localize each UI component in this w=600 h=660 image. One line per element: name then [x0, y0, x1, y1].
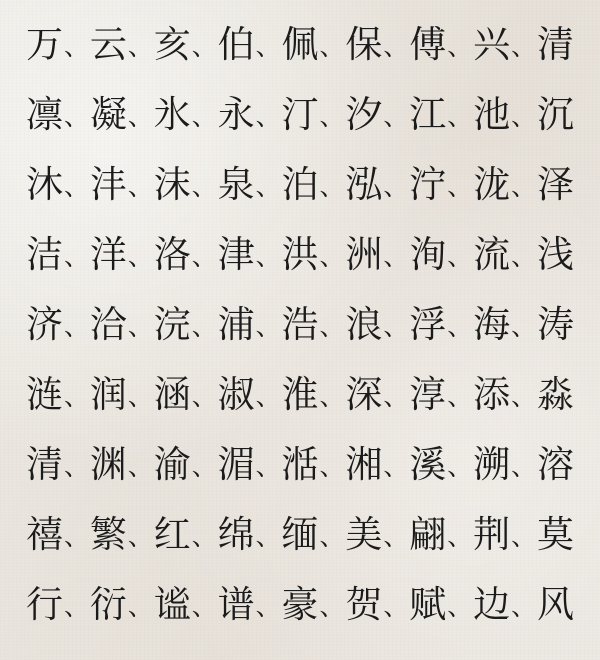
- separator-glyph: 、: [447, 382, 473, 411]
- character-cell: [153, 93, 217, 136]
- separator-glyph: 、: [64, 452, 90, 481]
- character-glyph: 江: [409, 93, 447, 136]
- separator-glyph: 、: [255, 452, 281, 481]
- character-cell: [217, 233, 281, 276]
- separator-glyph: 、: [319, 592, 345, 621]
- character-cell: [409, 303, 473, 346]
- separator-glyph: 、: [447, 592, 473, 621]
- character-glyph: 溶: [537, 443, 574, 486]
- character-cell: [537, 23, 574, 66]
- separator-glyph: 、: [383, 242, 409, 271]
- character-cell: [473, 303, 537, 346]
- separator-glyph: 、: [511, 32, 537, 61]
- character-cell: [473, 583, 537, 626]
- separator-glyph: 、: [511, 452, 537, 481]
- character-glyph: 洋: [89, 233, 127, 276]
- character-glyph: 涟: [26, 373, 63, 416]
- separator-glyph: 、: [127, 522, 153, 551]
- separator-glyph: 、: [127, 102, 153, 131]
- character-glyph: 泽: [537, 163, 574, 206]
- character-glyph: 汀: [281, 93, 319, 136]
- character-glyph: 傅: [409, 23, 447, 66]
- character-glyph: 谱: [217, 583, 255, 626]
- character-cell: [409, 93, 473, 136]
- character-cell: [473, 443, 537, 486]
- character-glyph: 泉: [217, 163, 255, 206]
- character-cell: [345, 303, 409, 346]
- character-glyph: 池: [473, 93, 511, 136]
- character-row: [18, 163, 582, 236]
- character-glyph: 荆: [473, 513, 511, 556]
- character-cell: [281, 583, 345, 626]
- character-glyph: 禧: [26, 513, 63, 556]
- character-glyph: 沉: [537, 93, 574, 136]
- character-cell: [537, 233, 574, 276]
- character-glyph: 沣: [89, 163, 127, 206]
- separator-glyph: 、: [127, 312, 153, 341]
- character-cell: [89, 93, 153, 136]
- character-cell: [89, 303, 153, 346]
- character-glyph: 凛: [26, 93, 63, 136]
- separator-glyph: 、: [383, 382, 409, 411]
- character-cell: [153, 23, 217, 66]
- character-glyph: 津: [217, 233, 255, 276]
- separator-glyph: 、: [447, 242, 473, 271]
- character-cell: [217, 23, 281, 66]
- character-glyph: 浅: [537, 233, 574, 276]
- character-cell: [26, 583, 90, 626]
- separator-glyph: 、: [127, 32, 153, 61]
- character-glyph: 淑: [217, 373, 255, 416]
- separator-glyph: 、: [255, 172, 281, 201]
- character-cell: [26, 93, 90, 136]
- character-glyph: 浣: [153, 303, 191, 346]
- character-cell: [409, 163, 473, 206]
- character-glyph: 缅: [281, 513, 319, 556]
- character-cell: [281, 443, 345, 486]
- separator-glyph: 、: [383, 592, 409, 621]
- character-glyph: 万: [26, 23, 63, 66]
- separator-glyph: 、: [191, 312, 217, 341]
- separator-glyph: 、: [511, 102, 537, 131]
- character-cell: [473, 163, 537, 206]
- character-glyph: 清: [537, 23, 574, 66]
- character-cell: [473, 23, 537, 66]
- character-cell: [281, 163, 345, 206]
- character-glyph: 泞: [409, 163, 447, 206]
- character-cell: [345, 93, 409, 136]
- separator-glyph: 、: [191, 102, 217, 131]
- character-glyph: 贺: [345, 583, 383, 626]
- character-cell: [26, 23, 90, 66]
- separator-glyph: 、: [511, 242, 537, 271]
- character-cell: [153, 373, 217, 416]
- character-cell: [89, 583, 153, 626]
- separator-glyph: 、: [191, 382, 217, 411]
- separator-glyph: 、: [64, 32, 90, 61]
- character-glyph: 洛: [153, 233, 191, 276]
- separator-glyph: 、: [255, 382, 281, 411]
- separator-glyph: 、: [511, 172, 537, 201]
- character-cell: [409, 443, 473, 486]
- character-glyph: 泷: [473, 163, 511, 206]
- character-glyph: 凝: [89, 93, 127, 136]
- character-glyph: 洁: [26, 233, 63, 276]
- character-glyph: 流: [473, 233, 511, 276]
- separator-glyph: 、: [64, 382, 90, 411]
- character-glyph: 淮: [281, 373, 319, 416]
- character-glyph: 湉: [281, 443, 319, 486]
- separator-glyph: 、: [191, 32, 217, 61]
- character-cell: [345, 163, 409, 206]
- character-glyph: 泓: [345, 163, 383, 206]
- character-cell: [537, 443, 574, 486]
- separator-glyph: 、: [127, 242, 153, 271]
- character-cell: [345, 373, 409, 416]
- character-cell: [537, 163, 574, 206]
- separator-glyph: 、: [383, 522, 409, 551]
- separator-glyph: 、: [191, 172, 217, 201]
- character-glyph: 泊: [281, 163, 319, 206]
- separator-glyph: 、: [191, 592, 217, 621]
- character-cell: [473, 513, 537, 556]
- character-cell: [409, 513, 473, 556]
- separator-glyph: 、: [447, 522, 473, 551]
- character-row: [18, 373, 582, 446]
- character-glyph: 淼: [537, 373, 574, 416]
- separator-glyph: 、: [64, 242, 90, 271]
- character-row: [18, 303, 582, 376]
- character-cell: [153, 233, 217, 276]
- separator-glyph: 、: [255, 242, 281, 271]
- separator-glyph: 、: [255, 522, 281, 551]
- character-cell: [345, 443, 409, 486]
- separator-glyph: 、: [64, 592, 90, 621]
- character-glyph: 润: [89, 373, 127, 416]
- character-glyph: 氷: [153, 93, 191, 136]
- character-cell: [153, 303, 217, 346]
- character-cell: [345, 513, 409, 556]
- character-cell: [281, 373, 345, 416]
- character-cell: [89, 233, 153, 276]
- separator-glyph: 、: [511, 592, 537, 621]
- character-glyph: 美: [345, 513, 383, 556]
- separator-glyph: 、: [64, 522, 90, 551]
- character-cell: [89, 163, 153, 206]
- character-cell: [345, 583, 409, 626]
- character-row: [18, 513, 582, 586]
- character-cell: [217, 93, 281, 136]
- separator-glyph: 、: [447, 32, 473, 61]
- character-glyph: 济: [26, 303, 63, 346]
- character-glyph: 浦: [217, 303, 255, 346]
- separator-glyph: 、: [319, 102, 345, 131]
- character-cell: [281, 23, 345, 66]
- separator-glyph: 、: [191, 452, 217, 481]
- character-cell: [26, 513, 90, 556]
- character-cell: [473, 93, 537, 136]
- separator-glyph: 、: [191, 522, 217, 551]
- character-glyph: 沐: [26, 163, 63, 206]
- character-glyph: 兴: [473, 23, 511, 66]
- character-glyph: 溯: [473, 443, 511, 486]
- character-glyph: 渝: [153, 443, 191, 486]
- character-glyph: 洪: [281, 233, 319, 276]
- character-glyph: 浮: [409, 303, 447, 346]
- character-glyph: 风: [537, 583, 574, 626]
- separator-glyph: 、: [127, 382, 153, 411]
- character-cell: [281, 513, 345, 556]
- character-cell: [537, 513, 574, 556]
- character-glyph: 行: [26, 583, 63, 626]
- character-cell: [345, 23, 409, 66]
- separator-glyph: 、: [511, 382, 537, 411]
- character-glyph: 汐: [345, 93, 383, 136]
- character-glyph: 伯: [217, 23, 255, 66]
- separator-glyph: 、: [319, 312, 345, 341]
- character-cell: [217, 373, 281, 416]
- character-row: [18, 23, 582, 96]
- character-cell: [537, 373, 574, 416]
- character-row: [18, 583, 582, 656]
- character-glyph: 浩: [281, 303, 319, 346]
- character-cell: [473, 373, 537, 416]
- separator-glyph: 、: [447, 312, 473, 341]
- character-glyph: 永: [217, 93, 255, 136]
- character-glyph: 湘: [345, 443, 383, 486]
- character-cell: [409, 373, 473, 416]
- separator-glyph: 、: [383, 32, 409, 61]
- separator-glyph: 、: [383, 312, 409, 341]
- character-glyph: 涵: [153, 373, 191, 416]
- character-glyph: 溪: [409, 443, 447, 486]
- character-glyph: 深: [345, 373, 383, 416]
- character-cell: [153, 513, 217, 556]
- character-glyph: 淳: [409, 373, 447, 416]
- separator-glyph: 、: [255, 312, 281, 341]
- character-cell: [409, 233, 473, 276]
- separator-glyph: 、: [127, 592, 153, 621]
- character-glyph: 云: [89, 23, 127, 66]
- character-cell: [537, 93, 574, 136]
- separator-glyph: 、: [511, 312, 537, 341]
- separator-glyph: 、: [127, 172, 153, 201]
- character-cell: [26, 233, 90, 276]
- character-grid: [18, 23, 582, 656]
- separator-glyph: 、: [319, 452, 345, 481]
- character-cell: [153, 443, 217, 486]
- character-cell: [26, 443, 90, 486]
- character-glyph: 绵: [217, 513, 255, 556]
- character-glyph: 清: [26, 443, 63, 486]
- character-glyph: 添: [473, 373, 511, 416]
- character-cell: [281, 303, 345, 346]
- separator-glyph: 、: [319, 382, 345, 411]
- character-glyph: 沫: [153, 163, 191, 206]
- character-glyph: 翩: [409, 513, 447, 556]
- separator-glyph: 、: [255, 102, 281, 131]
- character-cell: [89, 373, 153, 416]
- separator-glyph: 、: [319, 242, 345, 271]
- separator-glyph: 、: [447, 102, 473, 131]
- character-glyph: 湄: [217, 443, 255, 486]
- separator-glyph: 、: [383, 452, 409, 481]
- separator-glyph: 、: [64, 312, 90, 341]
- character-glyph: 豪: [281, 583, 319, 626]
- character-cell: [26, 373, 90, 416]
- character-glyph: 衍: [89, 583, 127, 626]
- character-glyph: 佩: [281, 23, 319, 66]
- character-glyph: 洲: [345, 233, 383, 276]
- separator-glyph: 、: [383, 102, 409, 131]
- separator-glyph: 、: [64, 102, 90, 131]
- character-cell: [473, 233, 537, 276]
- separator-glyph: 、: [447, 452, 473, 481]
- separator-glyph: 、: [127, 452, 153, 481]
- separator-glyph: 、: [255, 32, 281, 61]
- character-cell: [537, 303, 574, 346]
- character-cell: [217, 303, 281, 346]
- character-cell: [217, 513, 281, 556]
- character-glyph: 莫: [537, 513, 574, 556]
- character-cell: [537, 583, 574, 626]
- separator-glyph: 、: [511, 522, 537, 551]
- character-cell: [217, 443, 281, 486]
- separator-glyph: 、: [64, 172, 90, 201]
- character-glyph: 海: [473, 303, 511, 346]
- character-glyph: 浪: [345, 303, 383, 346]
- character-cell: [345, 233, 409, 276]
- character-cell: [26, 163, 90, 206]
- character-glyph: 洽: [89, 303, 127, 346]
- character-glyph: 保: [345, 23, 383, 66]
- character-glyph: 亥: [153, 23, 191, 66]
- character-cell: [26, 303, 90, 346]
- character-glyph: 渊: [89, 443, 127, 486]
- separator-glyph: 、: [255, 592, 281, 621]
- character-cell: [409, 23, 473, 66]
- character-cell: [281, 233, 345, 276]
- character-glyph: 谧: [153, 583, 191, 626]
- character-cell: [217, 583, 281, 626]
- character-cell: [409, 583, 473, 626]
- character-cell: [153, 583, 217, 626]
- separator-glyph: 、: [319, 32, 345, 61]
- character-cell: [89, 443, 153, 486]
- character-cell: [89, 513, 153, 556]
- character-glyph: 边: [473, 583, 511, 626]
- character-glyph: 洵: [409, 233, 447, 276]
- separator-glyph: 、: [447, 172, 473, 201]
- character-glyph: 红: [153, 513, 191, 556]
- character-glyph: 涛: [537, 303, 574, 346]
- character-glyph: 繁: [89, 513, 127, 556]
- character-cell: [89, 23, 153, 66]
- character-cell: [153, 163, 217, 206]
- separator-glyph: 、: [319, 522, 345, 551]
- separator-glyph: 、: [383, 172, 409, 201]
- separator-glyph: 、: [319, 172, 345, 201]
- separator-glyph: 、: [191, 242, 217, 271]
- character-glyph: 赋: [409, 583, 447, 626]
- character-row: [18, 233, 582, 306]
- character-cell: [281, 93, 345, 136]
- character-cell: [217, 163, 281, 206]
- character-row: [18, 443, 582, 516]
- character-row: [18, 93, 582, 166]
